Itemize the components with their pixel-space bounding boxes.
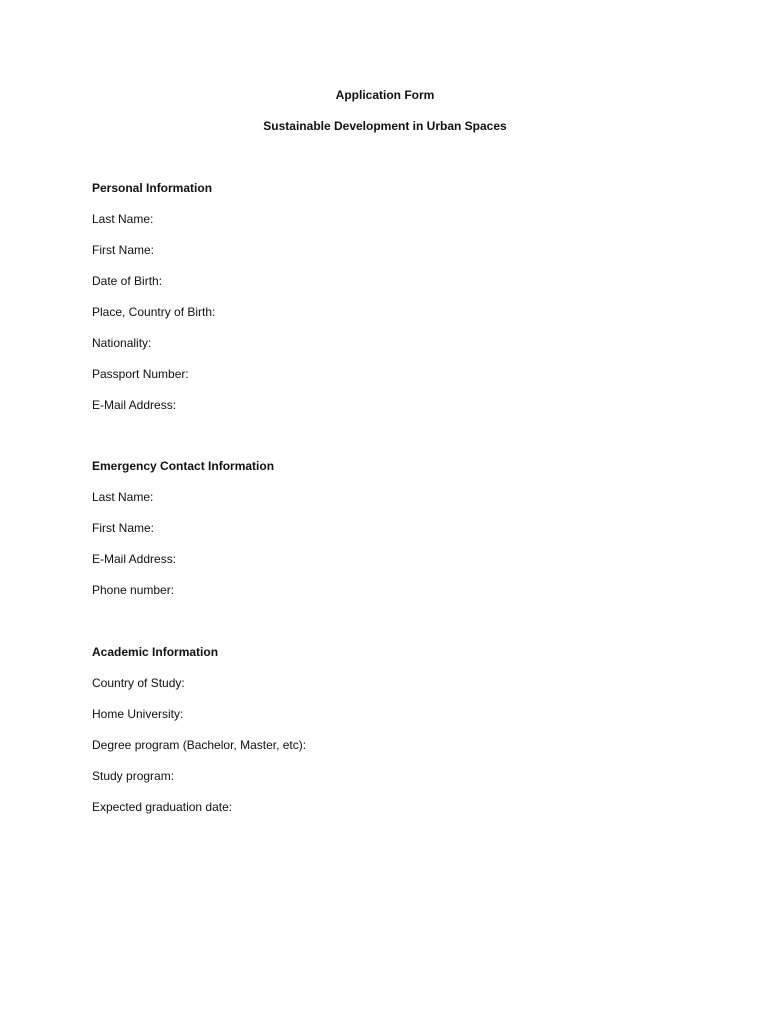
field-first-name: First Name: bbox=[92, 521, 155, 535]
field-last-name: Last Name: bbox=[92, 212, 154, 226]
form-subtitle: Sustainable Development in Urban Spaces bbox=[263, 119, 507, 133]
field-first-name: First Name: bbox=[92, 243, 155, 257]
section-heading: Personal Information bbox=[92, 181, 213, 195]
academic-information-section bbox=[92, 644, 692, 830]
field-email-address: E-Mail Address: bbox=[92, 552, 177, 566]
personal-information-section bbox=[92, 180, 692, 428]
field-email-address: E-Mail Address: bbox=[92, 398, 177, 412]
section-heading: Emergency Contact Information bbox=[92, 459, 275, 473]
field-degree-program: Degree program (Bachelor, Master, etc): bbox=[92, 738, 307, 752]
field-passport-number: Passport Number: bbox=[92, 367, 189, 381]
field-last-name: Last Name: bbox=[92, 490, 154, 504]
field-place-country-of-birth: Place, Country of Birth: bbox=[92, 305, 216, 319]
field-expected-graduation-date: Expected graduation date: bbox=[92, 800, 233, 814]
emergency-contact-section bbox=[92, 458, 692, 613]
field-country-of-study: Country of Study: bbox=[92, 676, 185, 690]
field-nationality: Nationality: bbox=[92, 336, 152, 350]
field-study-program: Study program: bbox=[92, 769, 175, 783]
form-title: Application Form bbox=[335, 88, 435, 102]
field-date-of-birth: Date of Birth: bbox=[92, 274, 163, 288]
field-phone-number: Phone number: bbox=[92, 583, 175, 597]
field-home-university: Home University: bbox=[92, 707, 184, 721]
section-heading: Academic Information bbox=[92, 645, 219, 659]
